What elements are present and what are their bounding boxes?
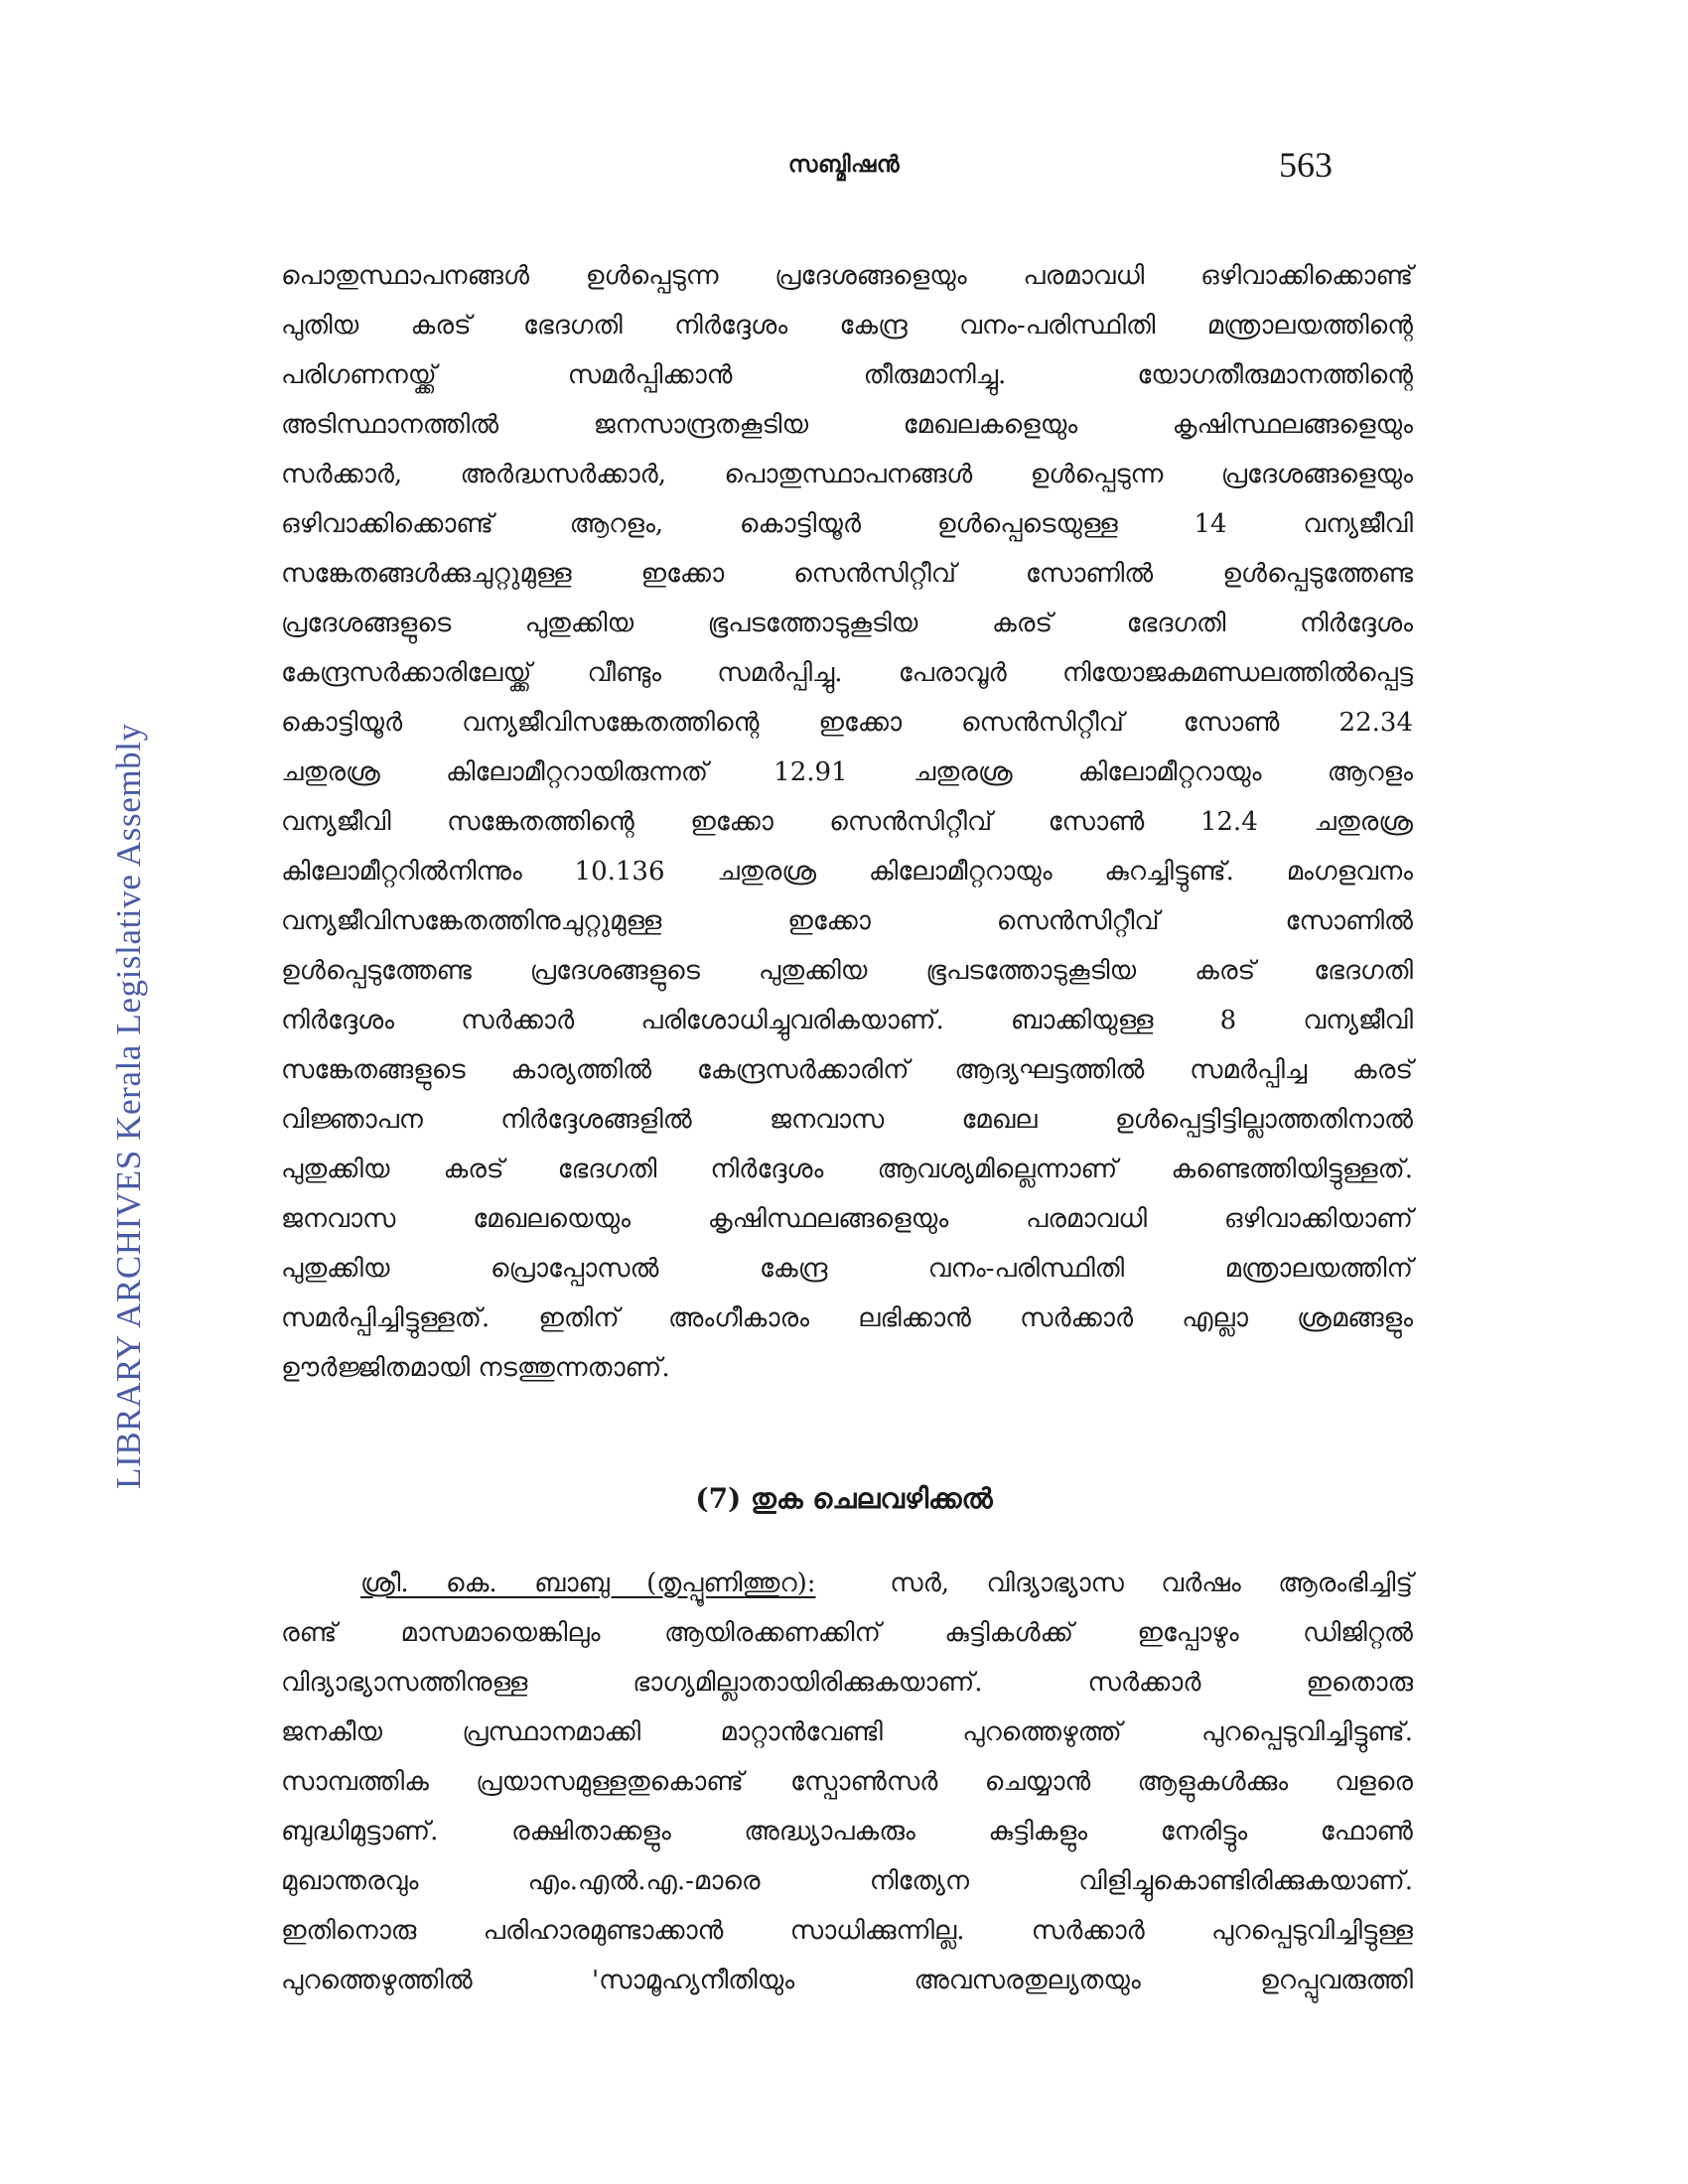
text-line: മുഖാന്തരവും എം.എൽ.എ.-മാരെ നിത്യേന വിളിച്ചുകൊണ്ടിരിക്കുകയാണ്. xyxy=(281,1866,1413,1896)
running-head: സബ്മിഷൻ xyxy=(787,151,901,178)
text-line: ബുദ്ധിമുട്ടാണ്. രക്ഷിതാക്കളും അദ്ധ്യാപകരും കുട്ടികളും നേരിട്ടും ഫോൺ xyxy=(281,1817,1413,1846)
text-line: പരിഗണനയ്ക്ക് സമർപ്പിക്കാൻ തീരുമാനിച്ചു. യോഗതീരുമാനത്തിന്റെ xyxy=(281,360,1413,390)
text-line: പുതുക്കിയ പ്രൊപ്പോസൽ കേന്ദ്ര വനം-പരിസ്ഥിതി മന്ത്രാലയത്തിന് xyxy=(281,1254,1413,1284)
text-line: കൊട്ടിയൂർ വന്യജീവിസങ്കേതത്തിന്റെ ഇക്കോ സെൻസിറ്റീവ് സോൺ 22.34 xyxy=(281,708,1413,738)
text-line: വന്യജീവിസങ്കേതത്തിനുചുറ്റുമുള്ള ഇക്കോ സെൻസിറ്റീവ് സോണിൽ xyxy=(281,906,1413,936)
archive-watermark: LIBRARY ARCHIVES Kerala Legislative Assembly xyxy=(109,723,148,1489)
text-line: ഒഴിവാക്കിക്കൊണ്ട് ആറളം, കൊട്ടിയൂർ ഉൾപ്പെടെയുള്ള 14 വന്യജീവി xyxy=(281,509,1413,539)
section-heading: (7) തുക ചെലവഴിക്കൽ xyxy=(695,1482,993,1515)
text-line: ഇതിനൊരു പരിഹാരമുണ്ടാക്കാൻ സാധിക്കുന്നില്ല. സർക്കാർ പുറപ്പെടുവിച്ചിട്ടുള്ള xyxy=(281,1916,1413,1946)
speaker-name: ശ്രീ. കെ. ബാബു (തൃപ്പൂണിത്തുറ): xyxy=(360,1569,816,1598)
text-line: പൊതുസ്ഥാപനങ്ങൾ ഉൾപ്പെടുന്ന പ്രദേശങ്ങളെയും പരമാവധി ഒഴിവാക്കിക്കൊണ്ട് xyxy=(281,261,1413,291)
text-line: പുതിയ കരട് ഭേദഗതി നിർദ്ദേശം കേന്ദ്ര വനം-പരിസ്ഥിതി മന്ത്രാലയത്തിന്റെ xyxy=(281,311,1413,341)
speaker-text: സർ, വിദ്യാഭ്യാസ വർഷം ആരംഭിച്ചിട്ട് xyxy=(890,1569,1413,1598)
text-line: വന്യജീവി സങ്കേതത്തിന്റെ ഇക്കോ സെൻസിറ്റീവ് സോൺ 12.4 ചതുരശ്ര xyxy=(281,807,1413,837)
paragraph-digital-education xyxy=(281,1559,1413,2005)
text-line: വിജ്ഞാപന നിർദ്ദേശങ്ങളിൽ ജനവാസ മേഖല ഉൾപ്പെട്ടിട്ടില്ലാത്തതിനാൽ xyxy=(281,1105,1413,1135)
text-line: പ്രദേശങ്ങളുടെ പുതുക്കിയ ഭൂപടത്തോടുകൂടിയ കരട് ഭേദഗതി നിർദ്ദേശം xyxy=(281,609,1413,638)
text-line: ജനവാസ മേഖലയെയും കൃഷിസ്ഥലങ്ങളെയും പരമാവധി ഒഴിവാക്കിയാണ് xyxy=(281,1204,1413,1234)
page-number: 563 xyxy=(1279,145,1333,185)
text-line: ഉൾപ്പെടുത്തേണ്ട പ്രദേശങ്ങളുടെ പുതുക്കിയ ഭൂപടത്തോടുകൂടിയ കരട് ഭേദഗതി xyxy=(281,956,1413,986)
text-line: സങ്കേതങ്ങൾക്കുചുറ്റുമുള്ള ഇക്കോ സെൻസിറ്റീവ് സോണിൽ ഉൾപ്പെടുത്തേണ്ട xyxy=(281,559,1413,589)
text-line: കേന്ദ്രസർക്കാരിലേയ്ക്ക് വീണ്ടും സമർപ്പിച്ചു. പേരാവൂർ നിയോജകമണ്ഡലത്തിൽപ്പെട്ട xyxy=(281,658,1413,688)
text-line: പുതുക്കിയ കരട് ഭേദഗതി നിർദ്ദേശം ആവശ്യമില്ലെന്നാണ് കണ്ടെത്തിയിട്ടുള്ളത്. xyxy=(281,1155,1413,1184)
text-line: ജനകീയ പ്രസ്ഥാനമാക്കി മാറ്റാൻവേണ്ടി പുറത്തെഴുത്ത് പുറപ്പെടുവിച്ചിട്ടുണ്ട്. xyxy=(281,1717,1413,1747)
text-line: രണ്ട് മാസമായെങ്കിലും ആയിരക്കണക്കിന് കുട്ടികൾക്ക് ഇപ്പോഴും ഡിജിറ്റൽ xyxy=(281,1618,1413,1648)
text-line: നിർദ്ദേശം സർക്കാർ പരിശോധിച്ചുവരികയാണ്. ബാക്കിയുള്ള 8 വന്യജീവി xyxy=(281,1006,1413,1035)
paragraph-forest-proposal xyxy=(281,251,1413,1393)
text-line: സാമ്പത്തിക പ്രയാസമുള്ളതുകൊണ്ട് സ്പോൺസർ ചെയ്യാൻ ആളുകൾക്കും വളരെ xyxy=(281,1767,1413,1797)
text-line: പുറത്തെഴുത്തിൽ 'സാമൂഹ്യനീതിയും അവസരതുല്യതയും ഉറപ്പുവരുത്തി xyxy=(281,1966,1413,1995)
text-line: സങ്കേതങ്ങളുടെ കാര്യത്തിൽ കേന്ദ്രസർക്കാരിന് ആദ്യഘട്ടത്തിൽ സമർപ്പിച്ച കരട് xyxy=(281,1055,1413,1085)
text-line: ചതുരശ്ര കിലോമീറ്ററായിരുന്നത് 12.91 ചതുരശ്ര കിലോമീറ്ററായും ആറളം xyxy=(281,757,1413,787)
text-line: വിദ്യാഭ്യാസത്തിനുള്ള ഭാഗ്യമില്ലാതായിരിക്കുകയാണ്. സർക്കാർ ഇതൊരു xyxy=(281,1668,1413,1698)
text-line-speaker xyxy=(281,1559,1413,1608)
text-line: സർക്കാർ, അർദ്ധസർക്കാർ, പൊതുസ്ഥാപനങ്ങൾ ഉൾപ്പെടുന്ന പ്രദേശങ്ങളെയും xyxy=(281,460,1413,489)
text-line: സമർപ്പിച്ചിട്ടുള്ളത്. ഇതിന് അംഗീകാരം ലഭിക്കാൻ സർക്കാർ എല്ലാ ശ്രമങ്ങളും xyxy=(281,1303,1413,1333)
text-line: ഊർജ്ജിതമായി നടത്തുന്നതാണ്. xyxy=(281,1353,670,1383)
text-line: അടിസ്ഥാനത്തിൽ ജനസാന്ദ്രതകൂടിയ മേഖലകളെയും കൃഷിസ്ഥലങ്ങളെയും xyxy=(281,410,1413,440)
text-line: കിലോമീറ്ററിൽനിന്നും 10.136 ചതുരശ്ര കിലോമീറ്ററായും കുറച്ചിട്ടുണ്ട്. മംഗളവനം xyxy=(281,857,1413,887)
